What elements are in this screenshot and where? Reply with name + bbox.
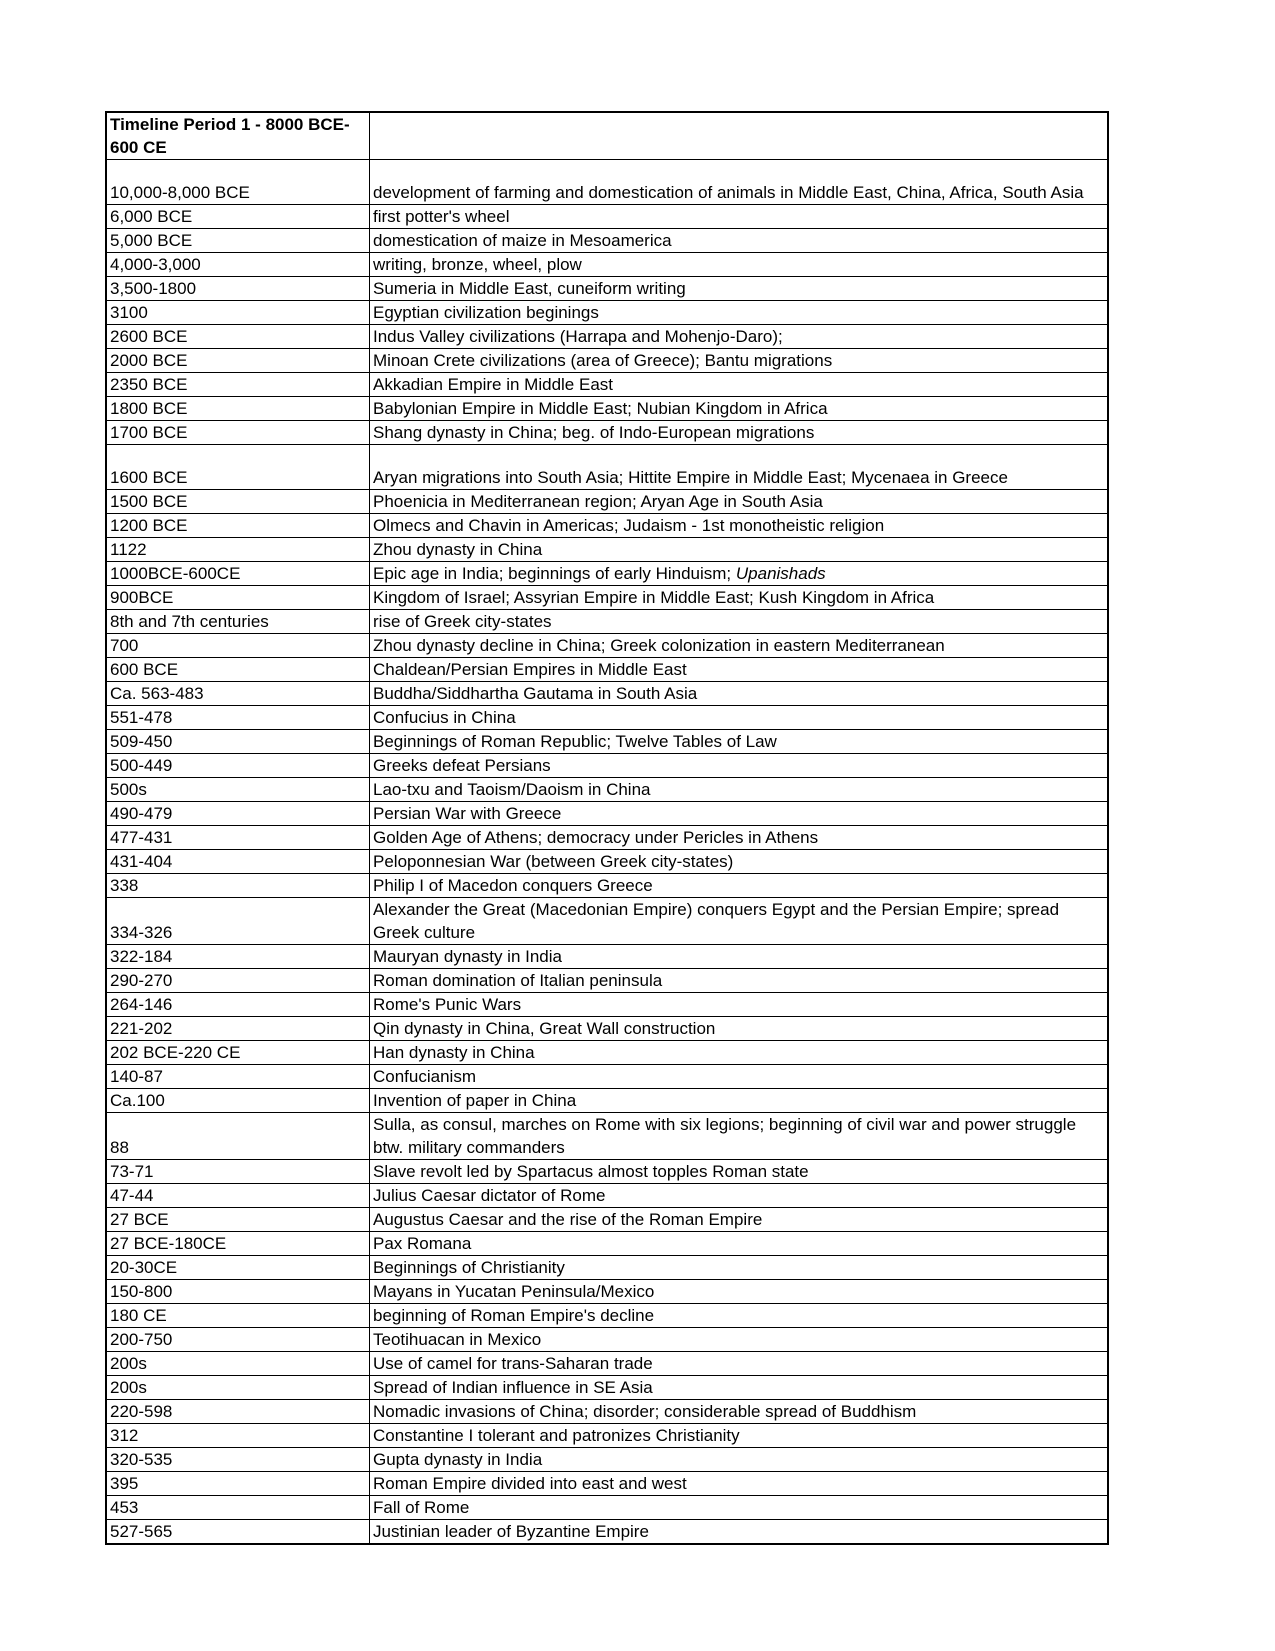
- row-event-text: rise of Greek city-states: [373, 612, 552, 631]
- timeline-rows: [106, 160, 1108, 1545]
- row-event-text: Augustus Caesar and the rise of the Roman Empire: [373, 1210, 763, 1229]
- row-event: [370, 802, 1109, 826]
- row-date: 290-270: [106, 969, 370, 993]
- row-event: [370, 160, 1109, 205]
- row-date: 509-450: [106, 730, 370, 754]
- row-event: [370, 826, 1109, 850]
- table-row: [106, 514, 1108, 538]
- row-event: [370, 850, 1109, 874]
- table-row: [106, 802, 1108, 826]
- table-row: [106, 754, 1108, 778]
- row-date: 500-449: [106, 754, 370, 778]
- row-event: [370, 1160, 1109, 1184]
- table-row: [106, 1520, 1108, 1545]
- table-row: [106, 1328, 1108, 1352]
- row-date: 322-184: [106, 945, 370, 969]
- row-event-text: Confucianism: [373, 1067, 476, 1086]
- row-event: [370, 898, 1109, 945]
- row-event: [370, 445, 1109, 490]
- row-date: 47-44: [106, 1184, 370, 1208]
- row-event: [370, 349, 1109, 373]
- row-date: 527-565: [106, 1520, 370, 1545]
- row-event: [370, 301, 1109, 325]
- row-event-text: Mayans in Yucatan Peninsula/Mexico: [373, 1282, 655, 1301]
- table-row: [106, 706, 1108, 730]
- table-row: [106, 1208, 1108, 1232]
- table-row: [106, 1256, 1108, 1280]
- table-row: [106, 160, 1108, 205]
- row-event: [370, 1280, 1109, 1304]
- row-date: 312: [106, 1424, 370, 1448]
- row-event: [370, 205, 1109, 229]
- row-event: [370, 993, 1109, 1017]
- row-event-text: Roman domination of Italian peninsula: [373, 971, 663, 990]
- row-event-text: Alexander the Great (Macedonian Empire) conquers Egypt and the Persian Empire; spread Greek culture: [373, 900, 1060, 942]
- row-event: [370, 969, 1109, 993]
- table-row: [106, 993, 1108, 1017]
- row-event-text: Philip I of Macedon conquers Greece: [373, 876, 653, 895]
- row-event: [370, 1089, 1109, 1113]
- row-date: Ca.100: [106, 1089, 370, 1113]
- row-event: [370, 706, 1109, 730]
- table-row: [106, 658, 1108, 682]
- row-event-text: Zhou dynasty in China: [373, 540, 543, 559]
- row-date: 4,000-3,000: [106, 253, 370, 277]
- row-date: 150-800: [106, 1280, 370, 1304]
- row-event: [370, 1304, 1109, 1328]
- table-row: [106, 969, 1108, 993]
- row-date: 1600 BCE: [106, 445, 370, 490]
- row-event: [370, 397, 1109, 421]
- row-date: 1800 BCE: [106, 397, 370, 421]
- row-event: [370, 1520, 1109, 1545]
- row-date: 500s: [106, 778, 370, 802]
- row-event-text: Aryan migrations into South Asia; Hittite Empire in Middle East; Mycenaea in Greece: [373, 468, 1008, 487]
- row-event-text: Buddha/Siddhartha Gautama in South Asia: [373, 684, 698, 703]
- row-event: [370, 277, 1109, 301]
- row-date: 1500 BCE: [106, 490, 370, 514]
- row-date: 1000BCE-600CE: [106, 562, 370, 586]
- row-event: [370, 1496, 1109, 1520]
- table-row: [106, 1113, 1108, 1160]
- table-row: [106, 349, 1108, 373]
- row-date: 180 CE: [106, 1304, 370, 1328]
- table-row: [106, 1424, 1108, 1448]
- table-row: [106, 277, 1108, 301]
- table-row: [106, 826, 1108, 850]
- table-row: [106, 874, 1108, 898]
- row-event: [370, 253, 1109, 277]
- row-date: 490-479: [106, 802, 370, 826]
- row-date: 221-202: [106, 1017, 370, 1041]
- table-row: [106, 730, 1108, 754]
- table-row: [106, 325, 1108, 349]
- row-date: 1200 BCE: [106, 514, 370, 538]
- table-row: [106, 490, 1108, 514]
- row-date: 395: [106, 1472, 370, 1496]
- table-row: [106, 253, 1108, 277]
- row-event-text: Epic age in India; beginnings of early Hinduism;: [373, 564, 732, 583]
- row-event: [370, 682, 1109, 706]
- table-row: [106, 1160, 1108, 1184]
- row-event-text: Olmecs and Chavin in Americas; Judaism - 1st monotheistic religion: [373, 516, 885, 535]
- row-event: [370, 514, 1109, 538]
- row-event-text: Roman Empire divided into east and west: [373, 1474, 687, 1493]
- row-date: 338: [106, 874, 370, 898]
- table-row: [106, 945, 1108, 969]
- row-date: 200s: [106, 1376, 370, 1400]
- row-event: [370, 658, 1109, 682]
- row-event-text: Julius Caesar dictator of Rome: [373, 1186, 606, 1205]
- row-date: 431-404: [106, 850, 370, 874]
- row-date: 453: [106, 1496, 370, 1520]
- table-row: [106, 778, 1108, 802]
- row-event: [370, 490, 1109, 514]
- row-event: [370, 778, 1109, 802]
- row-event-text: Han dynasty in China: [373, 1043, 535, 1062]
- table-row: [106, 1089, 1108, 1113]
- row-event-text: Slave revolt led by Spartacus almost topples Roman state: [373, 1162, 809, 1181]
- row-event: [370, 562, 1109, 586]
- table-row: [106, 1304, 1108, 1328]
- row-date: 1700 BCE: [106, 421, 370, 445]
- table-row: [106, 1017, 1108, 1041]
- row-date: 2000 BCE: [106, 349, 370, 373]
- row-date: Ca. 563-483: [106, 682, 370, 706]
- row-date: 334-326: [106, 898, 370, 945]
- row-date: 200-750: [106, 1328, 370, 1352]
- row-date: 477-431: [106, 826, 370, 850]
- table-title: Timeline Period 1 - 8000 BCE-600 CE: [106, 112, 370, 160]
- row-event-text: domestication of maize in Mesoamerica: [373, 231, 672, 250]
- row-event-text: writing, bronze, wheel, plow: [373, 255, 582, 274]
- row-event: [370, 1113, 1109, 1160]
- table-row: [106, 229, 1108, 253]
- table-row: [106, 586, 1108, 610]
- row-event-text: Golden Age of Athens; democracy under Pericles in Athens: [373, 828, 819, 847]
- table-row: [106, 373, 1108, 397]
- row-event-text: Akkadian Empire in Middle East: [373, 375, 614, 394]
- row-event-text: Chaldean/Persian Empires in Middle East: [373, 660, 687, 679]
- row-date: 8th and 7th centuries: [106, 610, 370, 634]
- row-date: 600 BCE: [106, 658, 370, 682]
- row-event: [370, 1041, 1109, 1065]
- row-event-text: Beginnings of Christianity: [373, 1258, 565, 1277]
- table-row: [106, 397, 1108, 421]
- row-event-text: Use of camel for trans-Saharan trade: [373, 1354, 653, 1373]
- row-event-text: Sumeria in Middle East, cuneiform writing: [373, 279, 686, 298]
- table-row: [106, 634, 1108, 658]
- row-event-text: Egyptian civilization beginings: [373, 303, 599, 322]
- table-row: [106, 898, 1108, 945]
- row-event-text: development of farming and domestication of animals in Middle East, China, Africa, South Asia: [373, 183, 1084, 202]
- row-event-text: beginning of Roman Empire's decline: [373, 1306, 655, 1325]
- row-event: [370, 1256, 1109, 1280]
- table-row: [106, 1472, 1108, 1496]
- row-event: [370, 538, 1109, 562]
- row-event-text: Minoan Crete civilizations (area of Greece); Bantu migrations: [373, 351, 833, 370]
- table-row: [106, 205, 1108, 229]
- table-row: [106, 562, 1108, 586]
- row-date: 551-478: [106, 706, 370, 730]
- row-event-text: Spread of Indian influence in SE Asia: [373, 1378, 653, 1397]
- row-date: 6,000 BCE: [106, 205, 370, 229]
- row-date: 264-146: [106, 993, 370, 1017]
- row-date: 27 BCE-180CE: [106, 1232, 370, 1256]
- row-date: 73-71: [106, 1160, 370, 1184]
- row-event: [370, 634, 1109, 658]
- table-row: [106, 1065, 1108, 1089]
- table-row: [106, 1400, 1108, 1424]
- row-event-text: Teotihuacan in Mexico: [373, 1330, 542, 1349]
- row-event-text: Greeks defeat Persians: [373, 756, 551, 775]
- table-row: [106, 1232, 1108, 1256]
- row-event: [370, 325, 1109, 349]
- row-event: [370, 945, 1109, 969]
- row-event: [370, 1472, 1109, 1496]
- row-date: 140-87: [106, 1065, 370, 1089]
- table-row: [106, 1496, 1108, 1520]
- row-event: [370, 1448, 1109, 1472]
- table-row: [106, 682, 1108, 706]
- row-event: [370, 1328, 1109, 1352]
- row-date: 2600 BCE: [106, 325, 370, 349]
- row-event-text: Kingdom of Israel; Assyrian Empire in Middle East; Kush Kingdom in Africa: [373, 588, 935, 607]
- table-row: [106, 1376, 1108, 1400]
- row-event: [370, 1017, 1109, 1041]
- row-event: [370, 1376, 1109, 1400]
- table-row: [106, 1280, 1108, 1304]
- row-event: [370, 1400, 1109, 1424]
- row-event-text: first potter's wheel: [373, 207, 510, 226]
- row-event: [370, 373, 1109, 397]
- row-event-text: Persian War with Greece: [373, 804, 562, 823]
- row-event-text: Rome's Punic Wars: [373, 995, 522, 1014]
- row-event-text: Constantine I tolerant and patronizes Christianity: [373, 1426, 740, 1445]
- row-event-text: Beginnings of Roman Republic; Twelve Tables of Law: [373, 732, 777, 751]
- row-event-text: Gupta dynasty in India: [373, 1450, 543, 1469]
- row-event-text: Nomadic invasions of China; disorder; considerable spread of Buddhism: [373, 1402, 917, 1421]
- row-event-text: Sulla, as consul, marches on Rome with six legions; beginning of civil war and power struggle btw. military commanders: [373, 1115, 1077, 1157]
- row-event: [370, 1232, 1109, 1256]
- header-row: [106, 112, 1108, 160]
- row-date: 20-30CE: [106, 1256, 370, 1280]
- row-event-text: Babylonian Empire in Middle East; Nubian Kingdom in Africa: [373, 399, 828, 418]
- row-date: 27 BCE: [106, 1208, 370, 1232]
- table-row: [106, 1041, 1108, 1065]
- row-date: 3100: [106, 301, 370, 325]
- table-row: [106, 1448, 1108, 1472]
- row-date: 900BCE: [106, 586, 370, 610]
- row-date: 10,000-8,000 BCE: [106, 160, 370, 205]
- table-row: [106, 421, 1108, 445]
- row-event: [370, 1065, 1109, 1089]
- row-event: [370, 874, 1109, 898]
- row-event: [370, 229, 1109, 253]
- row-event: [370, 1424, 1109, 1448]
- row-date: 2350 BCE: [106, 373, 370, 397]
- row-date: 202 BCE-220 CE: [106, 1041, 370, 1065]
- table-row: [106, 1184, 1108, 1208]
- row-event: [370, 754, 1109, 778]
- row-event-text: Justinian leader of Byzantine Empire: [373, 1522, 649, 1541]
- row-event-text: Zhou dynasty decline in China; Greek colonization in eastern Mediterranean: [373, 636, 945, 655]
- row-event: [370, 1184, 1109, 1208]
- row-event-italic: Upanishads: [735, 564, 826, 583]
- row-event-text: Lao-txu and Taoism/Daoism in China: [373, 780, 651, 799]
- row-date: 320-535: [106, 1448, 370, 1472]
- row-event: [370, 421, 1109, 445]
- table-row: [106, 1352, 1108, 1376]
- timeline-table: [105, 111, 1109, 1545]
- row-event-text: Phoenicia in Mediterranean region; Aryan Age in South Asia: [373, 492, 823, 511]
- row-event-text: Invention of paper in China: [373, 1091, 577, 1110]
- row-event: [370, 610, 1109, 634]
- row-date: 1122: [106, 538, 370, 562]
- row-date: 200s: [106, 1352, 370, 1376]
- row-event-text: Confucius in China: [373, 708, 516, 727]
- table-row: [106, 610, 1108, 634]
- table-row: [106, 538, 1108, 562]
- row-event-text: Peloponnesian War (between Greek city-states): [373, 852, 734, 871]
- row-date: 3,500-1800: [106, 277, 370, 301]
- row-event-text: Qin dynasty in China, Great Wall construction: [373, 1019, 716, 1038]
- row-event-text: Fall of Rome: [373, 1498, 470, 1517]
- row-event: [370, 1208, 1109, 1232]
- row-event-text: Pax Romana: [373, 1234, 472, 1253]
- header-description: [370, 112, 1109, 160]
- row-date: 88: [106, 1113, 370, 1160]
- table-row: [106, 850, 1108, 874]
- table-row: [106, 301, 1108, 325]
- row-event: [370, 586, 1109, 610]
- row-event: [370, 730, 1109, 754]
- row-date: 220-598: [106, 1400, 370, 1424]
- row-event-text: Indus Valley civilizations (Harrapa and Mohenjo-Daro);: [373, 327, 783, 346]
- row-date: 5,000 BCE: [106, 229, 370, 253]
- row-event-text: Mauryan dynasty in India: [373, 947, 562, 966]
- row-event-text: Shang dynasty in China; beg. of Indo-European migrations: [373, 423, 815, 442]
- table-row: [106, 445, 1108, 490]
- row-event: [370, 1352, 1109, 1376]
- row-date: 700: [106, 634, 370, 658]
